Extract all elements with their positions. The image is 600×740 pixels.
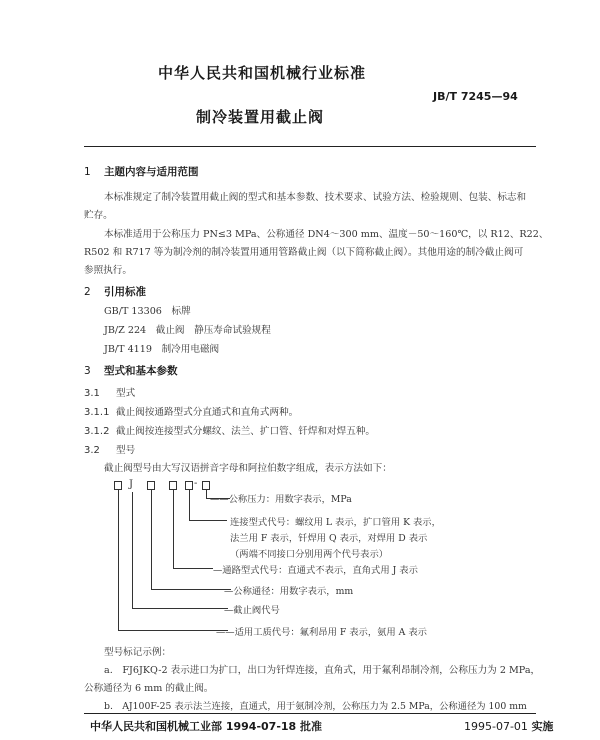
section-1-para2-line2: R502 和 R717 等为制冷剂的制冷装置用通用管路截止阀（以下简称截止阀）。其他用途的制冷截止阀可 (84, 247, 524, 258)
leader-path-h (173, 568, 213, 569)
subsection-number: 3.1.2 (84, 426, 110, 437)
model-intro: 截止阀型号由大写汉语拼音字母和阿拉伯数字组成，表示方法如下： (104, 463, 392, 474)
leader-connection-v (189, 490, 190, 520)
subsection-item (84, 442, 135, 456)
subsection-item (84, 423, 375, 437)
subsection-number: 3.1 (84, 388, 100, 399)
section-3-title: 型式和基本参数 (104, 365, 178, 377)
subsection-item (84, 385, 135, 399)
subsection-text: 型号 (116, 445, 136, 456)
subsection-text: 截止阀按连接型式分螺纹、法兰、扩口管、钎焊和对焊五种。 (116, 426, 376, 437)
code-letter-j: J (129, 479, 134, 490)
leader-medium-v (118, 490, 119, 630)
subsection-text: 型式 (116, 388, 136, 399)
footer-approval: 中华人民共和国机械工业部 1994-07-18 批准 (90, 720, 323, 733)
section-3-heading (84, 363, 178, 378)
footer-implementation (464, 718, 553, 734)
code-box-medium (114, 481, 122, 490)
example-b-line1: b. AJ100F-25 表示法兰连接，直通式，用于氨制冷剂，公称压力为 2.5 MPa，公称通径为 100 mm (104, 701, 527, 712)
reference-item: JB/T 4119 制冷用电磁阀 (104, 344, 220, 355)
section-1-title: 主题内容与适用范围 (104, 166, 199, 178)
example-a-line1: a. FJ6JKQ-2 表示进口为扩口，出口为钎焊连接，直角式，用于氟利昂制冷剂，公称压力为 2 MPa， (104, 665, 541, 676)
code-box-path (169, 481, 177, 490)
header-rule (84, 146, 536, 147)
leader-pressure-v (206, 490, 207, 498)
label-connection-line3: （两端不同接口分别用两个代号表示） (230, 549, 389, 560)
leader-connection-h (189, 520, 227, 521)
label-pressure: ——公称压力：用数字表示，MPa (210, 494, 352, 505)
code-box-pressure (202, 481, 210, 490)
standard-title: 中华人民共和国机械行业标准 (158, 64, 367, 82)
label-path: —通路型式代号：直通式不表示，直角式用 J 表示 (213, 565, 418, 576)
section-1-para1-line2: 贮存。 (84, 210, 113, 221)
subsection-number: 3.1.1 (84, 407, 110, 418)
examples-title: 型号标记示例： (104, 647, 172, 658)
reference-item: GB/T 13306 标牌 (104, 306, 191, 317)
code-dash: - (194, 478, 198, 489)
example-a-line2: 公称通径为 6 mm 的截止阀。 (84, 683, 214, 694)
footer-implementation-label: 实施 (531, 720, 554, 733)
label-diameter: —公称通径：用数字表示，mm (224, 586, 354, 597)
code-box-diameter (147, 481, 155, 490)
leader-diameter-h (151, 589, 231, 590)
leader-path-v (173, 490, 174, 568)
standard-code-text: JB/T 7245—94 (433, 90, 518, 103)
section-1-para2-line3: 参照执行。 (84, 265, 132, 276)
document-title: 制冷装置用截止阀 (196, 108, 325, 126)
leader-diameter-v (151, 490, 152, 589)
section-1-para2-line1: 本标准适用于公称压力 PN≤3 MPa、公称通径 DN4～300 mm、温度－50～160℃，以 R12、R22、 (104, 229, 549, 240)
leader-valve-v (132, 492, 133, 608)
leader-valve-h (132, 608, 228, 609)
section-3-number: 3 (84, 365, 91, 377)
subsection-text: 截止阀按通路型式分直通式和直角式两种。 (116, 407, 299, 418)
section-1-para1-line1: 本标准规定了制冷装置用截止阀的型式和基本参数、技术要求、试验方法、检验规则、包装、标志和 (104, 192, 527, 203)
label-valve: —截止阀代号 (224, 605, 280, 616)
footer-implementation-date: 1995-07-01 (464, 720, 528, 733)
standard-code (433, 90, 518, 103)
section-1-number: 1 (84, 166, 91, 178)
section-1-heading (84, 164, 199, 179)
label-connection-line2: 法兰用 F 表示，钎焊用 Q 表示，对焊用 D 表示 (230, 533, 428, 544)
footer-rule (84, 713, 536, 714)
section-2-heading (84, 284, 146, 299)
section-2-title: 引用标准 (104, 286, 146, 298)
section-2-number: 2 (84, 286, 91, 298)
code-box-connection (185, 481, 193, 490)
reference-item: JB/Z 224 截止阀 静压寿命试验规程 (104, 325, 271, 336)
label-connection-line1: 连接型式代号：螺纹用 L 表示，扩口管用 K 表示， (230, 517, 441, 528)
subsection-item (84, 404, 298, 418)
label-medium: ——适用工质代号：氟利昂用 F 表示，氨用 A 表示 (216, 627, 427, 638)
leader-medium-h (118, 630, 228, 631)
subsection-number: 3.2 (84, 445, 100, 456)
